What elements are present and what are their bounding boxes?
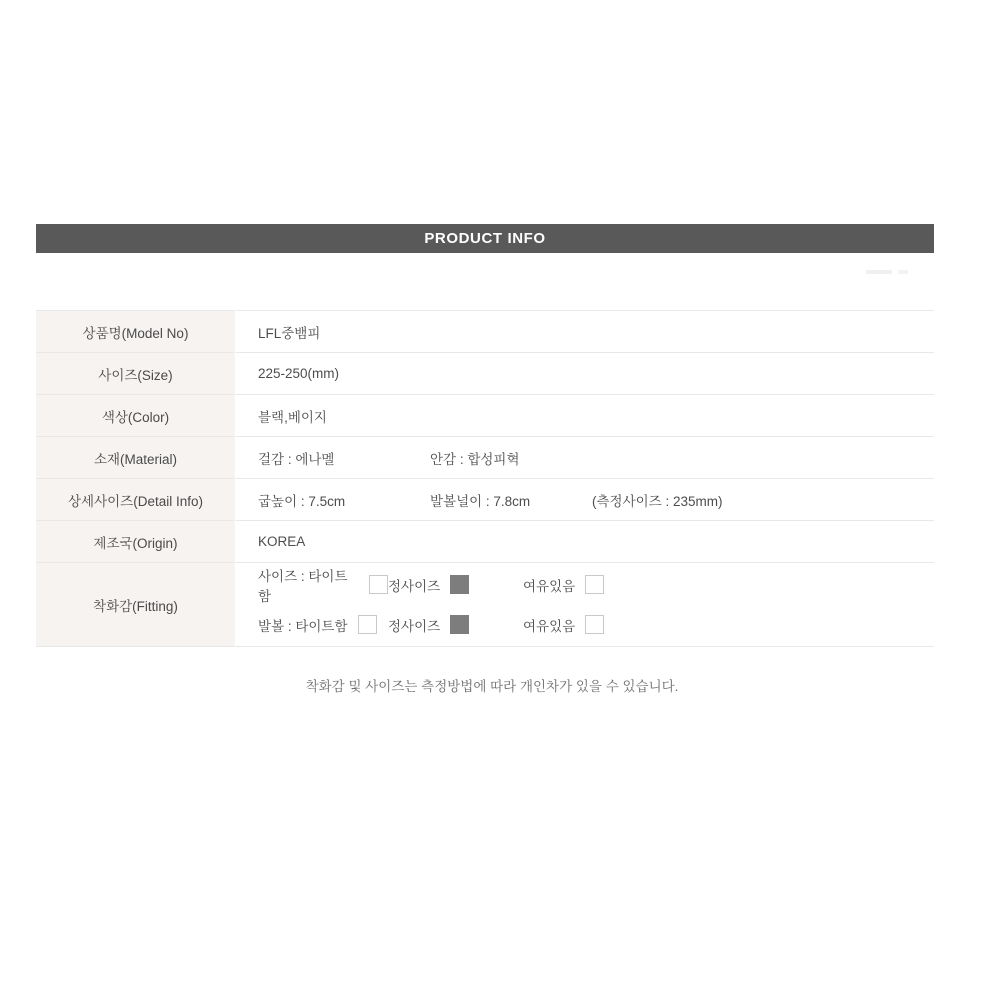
fitting-label-regular-width: 정사이즈 [388, 618, 441, 634]
row-label-color: 색상(Color) [36, 395, 236, 437]
fitting-option-regular-width[interactable] [388, 615, 523, 635]
table-row [36, 479, 934, 521]
checkbox-loose-size[interactable] [585, 575, 604, 594]
row-value-origin: KOREA [258, 534, 306, 549]
banner-title: PRODUCT INFO [424, 230, 546, 247]
decorative-mark-1 [866, 270, 892, 274]
fitting-option-loose-size[interactable] [523, 575, 604, 595]
fitting-label-regular-size: 정사이즈 [388, 578, 441, 594]
material-inner: 안감 : 합성피혁 [430, 451, 520, 467]
row-label-detail-info: 상세사이즈(Detail Info) [36, 479, 236, 521]
checkbox-tight-size[interactable] [369, 575, 388, 594]
fitting-option-tight-width[interactable] [258, 615, 388, 635]
fitting-option-regular-size[interactable] [388, 575, 523, 595]
fitting-label-tight-size: 사이즈 : 타이트함 [258, 568, 348, 604]
row-label-size: 사이즈(Size) [36, 353, 236, 395]
table-row [36, 437, 934, 479]
fitting-line-width [258, 605, 934, 645]
checkbox-regular-size[interactable] [450, 575, 469, 594]
fitting-label-tight-width: 발볼 : 타이트함 [258, 618, 348, 634]
row-label-fitting: 착화감(Fitting) [36, 563, 236, 647]
row-value-fitting [236, 563, 935, 647]
fitting-disclaimer-note: 착화감 및 사이즈는 측정방법에 따라 개인차가 있을 수 있습니다. [305, 679, 679, 694]
row-value-detail-info [236, 479, 935, 521]
checkbox-regular-width[interactable] [450, 615, 469, 634]
row-value-material [236, 437, 935, 479]
row-value-model-no: LFL중뱀피 [258, 325, 321, 341]
decorative-mark-2 [898, 270, 908, 274]
table-row [36, 311, 934, 353]
row-label-material: 소재(Material) [36, 437, 236, 479]
row-value-color: 블랙,베이지 [258, 409, 327, 425]
fitting-line-size [258, 565, 934, 605]
row-label-origin: 제조국(Origin) [36, 521, 236, 563]
table-row [36, 521, 934, 563]
table-row [36, 395, 934, 437]
detail-heel-height: 굽높이 : 7.5cm [258, 493, 346, 509]
detail-measured-size: (측정사이즈 : 235mm) [592, 493, 723, 509]
checkbox-tight-width[interactable] [358, 615, 377, 634]
fitting-option-tight-size[interactable] [258, 565, 388, 605]
detail-width: 발볼널이 : 7.8cm [430, 493, 531, 509]
checkbox-loose-width[interactable] [585, 615, 604, 634]
row-value-size: 225-250(mm) [258, 366, 340, 381]
material-outer: 걸감 : 에나멜 [258, 451, 335, 467]
row-label-model-no: 상품명(Model No) [36, 311, 236, 353]
product-info-table [36, 310, 934, 647]
table-row-fitting [36, 563, 934, 647]
table-row [36, 353, 934, 395]
fitting-label-loose-width: 여유있음 [523, 618, 576, 634]
fitting-label-loose-size: 여유있음 [523, 578, 576, 594]
fitting-option-loose-width[interactable] [523, 615, 604, 635]
product-info-banner [36, 224, 934, 253]
